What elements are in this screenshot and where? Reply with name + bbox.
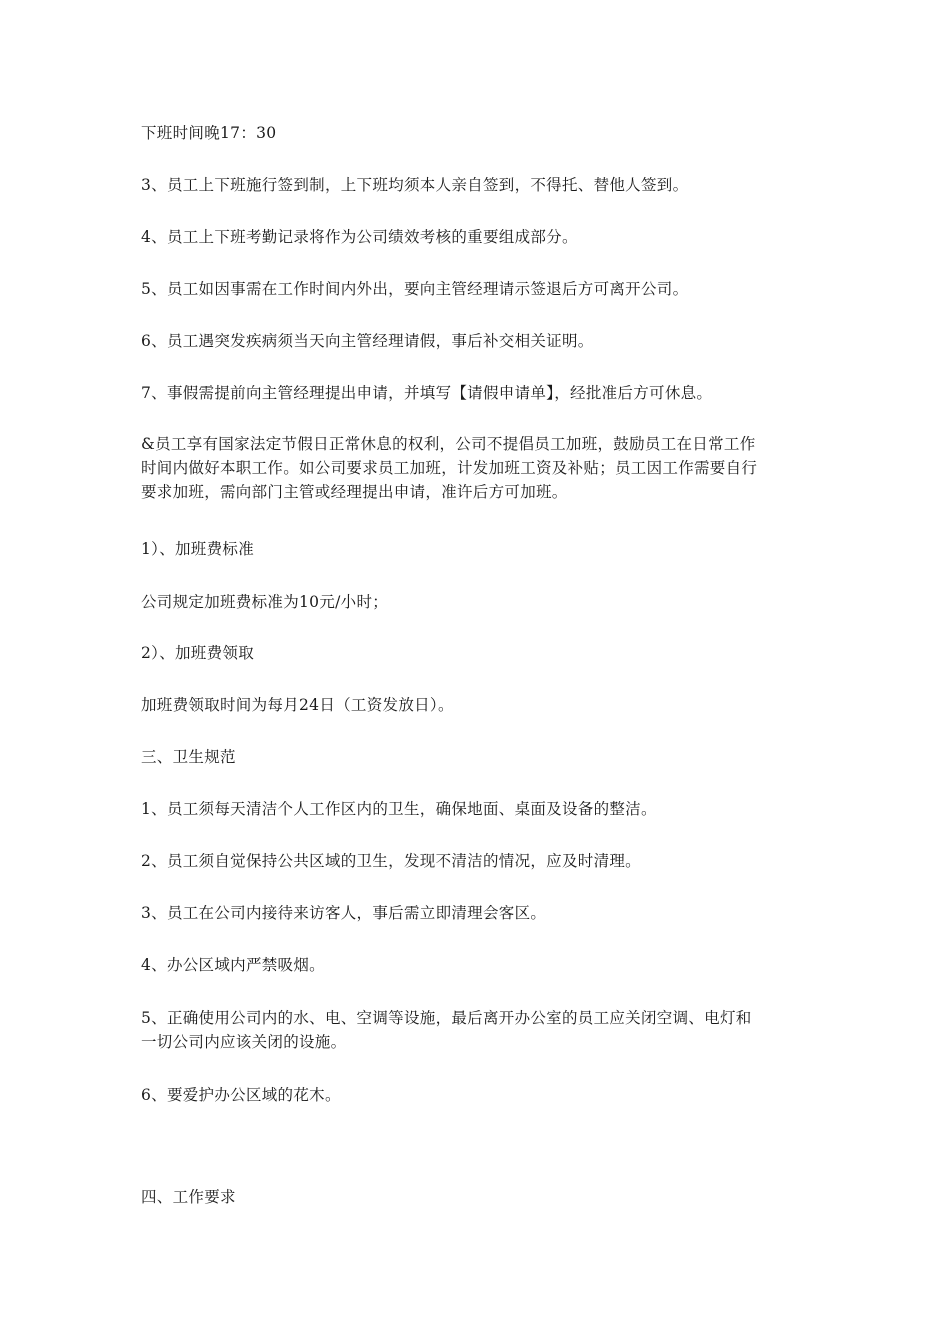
off-work-time: 下班时间晚17：30 (141, 124, 277, 142)
rule-item-3: 3、员工上下班施行签到制，上下班均须本人亲自签到，不得托、替他人签到。 (141, 176, 689, 194)
overtime-paragraph-line: 时间内做好本职工作。如公司要求员工加班，计发加班工资及补贴；员工因工作需要自行 (141, 459, 758, 477)
overtime-paragraph (141, 432, 811, 504)
hygiene-item-3: 3、员工在公司内接待来访客人，事后需立即清理会客区。 (141, 904, 547, 922)
rule-item-6: 6、员工遇突发疾病须当天向主管经理请假，事后补交相关证明。 (141, 332, 594, 350)
overtime-pay-text: 加班费领取时间为每月24日（工资发放日）。 (141, 696, 454, 714)
rule-item-5: 5、员工如因事需在工作时间内外出，要向主管经理请示签退后方可离开公司。 (141, 280, 689, 298)
hygiene-item-1: 1、员工须每天清洁个人工作区内的卫生，确保地面、桌面及设备的整洁。 (141, 800, 657, 818)
hygiene-item-5 (141, 1006, 811, 1054)
overtime-paragraph-line: 要求加班，需向部门主管或经理提出申请，准许后方可加班。 (141, 483, 568, 501)
overtime-standard-heading: 1）、加班费标准 (141, 540, 255, 558)
rule-item-4: 4、员工上下班考勤记录将作为公司绩效考核的重要组成部分。 (141, 228, 578, 246)
rule-item-7: 7、事假需提前向主管经理提出申请，并填写【请假申请单】，经批准后方可休息。 (141, 384, 713, 402)
hygiene-item-6: 6、要爱护办公区域的花木。 (141, 1086, 341, 1104)
section-4-heading: 四、工作要求 (141, 1188, 236, 1206)
hygiene-item-5-line: 一切公司内应该关闭的设施。 (141, 1033, 347, 1051)
overtime-standard-text: 公司规定加班费标准为10元/小时； (141, 593, 389, 611)
hygiene-item-4: 4、办公区域内严禁吸烟。 (141, 956, 325, 974)
section-3-heading: 三、卫生规范 (141, 748, 236, 766)
overtime-paragraph-line: &员工享有国家法定节假日正常休息的权利，公司不提倡员工加班，鼓励员工在日常工作 (141, 435, 756, 453)
hygiene-item-2: 2、员工须自觉保持公共区域的卫生，发现不清洁的情况，应及时清理。 (141, 852, 641, 870)
overtime-pay-heading: 2）、加班费领取 (141, 644, 255, 662)
hygiene-item-5-line: 5、正确使用公司内的水、电、空调等设施，最后离开办公室的员工应关闭空调、电灯和 (141, 1009, 752, 1027)
